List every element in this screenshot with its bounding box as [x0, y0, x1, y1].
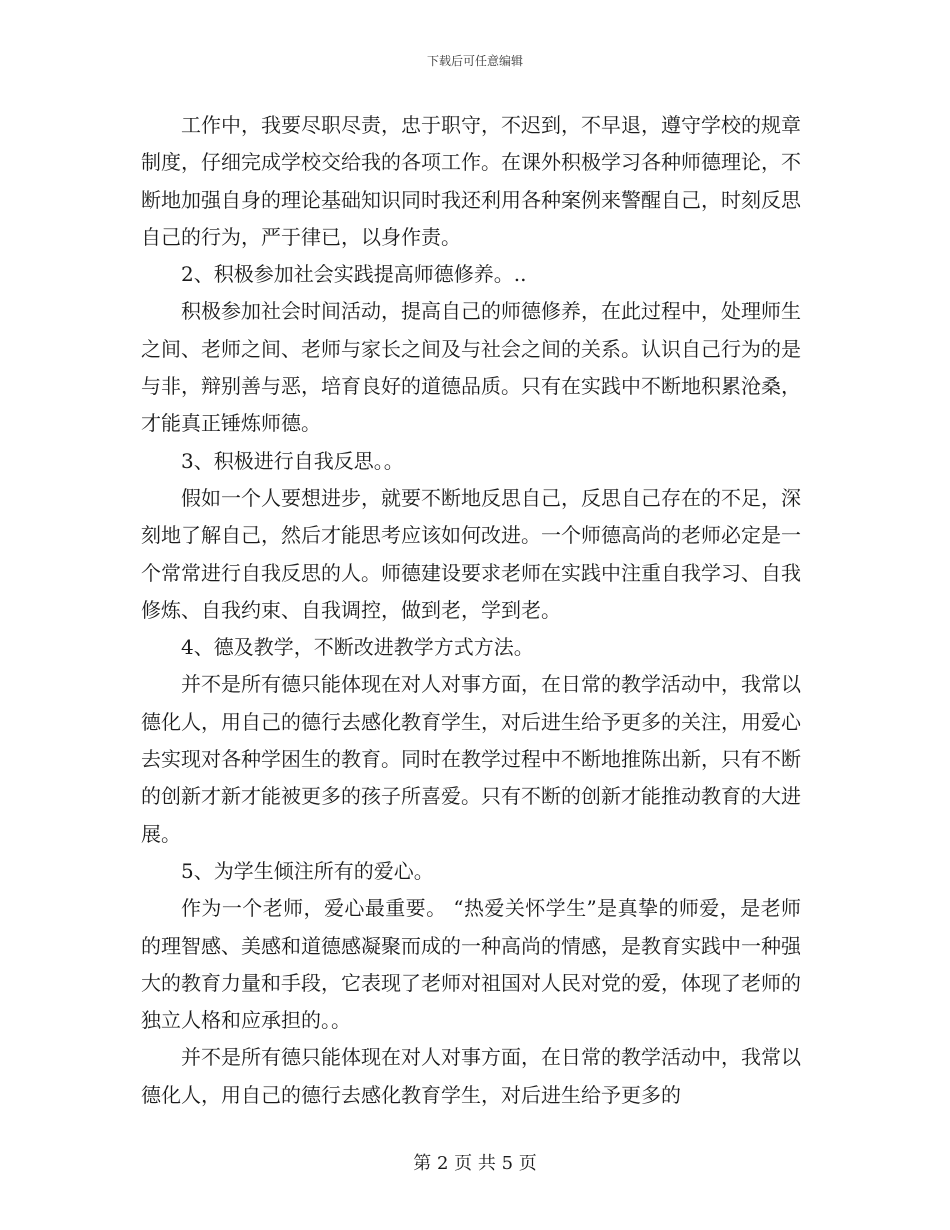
- section-heading-3: 3、积极进行自我反思。。: [181, 448, 404, 473]
- section-heading-5: 5、为学生倾注所有的爱心。: [181, 858, 434, 883]
- paragraph-teaching-methods: 并不是所有德只能体现在对人对事方面，在日常的教学活动中，我常以德化人，用自己的德行去感化教育学生，对后进生给予更多的关注，用爱心去实现对各种学困生的教育。同时在教学过程中不断地推陈出新，只有不断的创新才新才能被更多的孩子所喜爱。只有不断的创新才能推动教育的大进展。: [141, 672, 801, 846]
- paragraph-self-reflection: 假如一个人要想进步，就要不断地反思自己，反思自己存在的不足，深刻地了解自己，然后才能思考应该如何改进。一个师德高尚的老师必定是一个常常进行自我反思的人。师德建设要求老师在实践中注重自我学习、自我修炼、自我约束、自我调控，做到老，学到老。: [141, 485, 801, 622]
- paragraph-moral-teaching: 并不是所有德只能体现在对人对事方面，在日常的教学活动中，我常以德化人，用自己的德行去感化教育学生，对后进生给予更多的: [141, 1045, 801, 1107]
- paragraph-social-practice: 积极参加社会时间活动，提高自己的师德修养，在此过程中，处理师生之间、老师之间、老师与家长之间及与社会之间的关系。认识自己行为的是与非，辩别善与恶，培育良好的道德品质。只有在实践中不断地积累沧桑，才能真正锤炼师德。: [141, 299, 801, 436]
- paragraph-duty: 工作中，我要尽职尽责，忠于职守，不迟到，不早退，遵守学校的规章制度，仔细完成学校交给我的各项工作。在课外积极学习各种师德理论，不断地加强自身的理论基础知识同时我还利用各种案例来警醒自己，时刻反思自己的行为，严于律已，以身作责。: [141, 113, 801, 249]
- page-header: 下载后可任意编辑: [426, 54, 523, 68]
- section-heading-4: 4、德及教学，不断改进教学方式方法。: [181, 635, 534, 660]
- section-heading-2: 2、积极参加社会实践提高师德修养。..: [181, 262, 527, 287]
- document-body: [141, 107, 801, 1114]
- page-number: 第 2 页 共 5 页: [413, 1153, 537, 1174]
- paragraph-love-for-students: 作为一个老师，爱心最重要。 “热爱关怀学生”是真挚的师爱，是老师的理智感、美感和道德感凝聚而成的一种高尚的情感，是教育实践中一种强大的教育力量和手段，它表现了老师对祖国对人民对党的爱，体现了老师的独立人格和应承担的。。: [141, 896, 801, 1033]
